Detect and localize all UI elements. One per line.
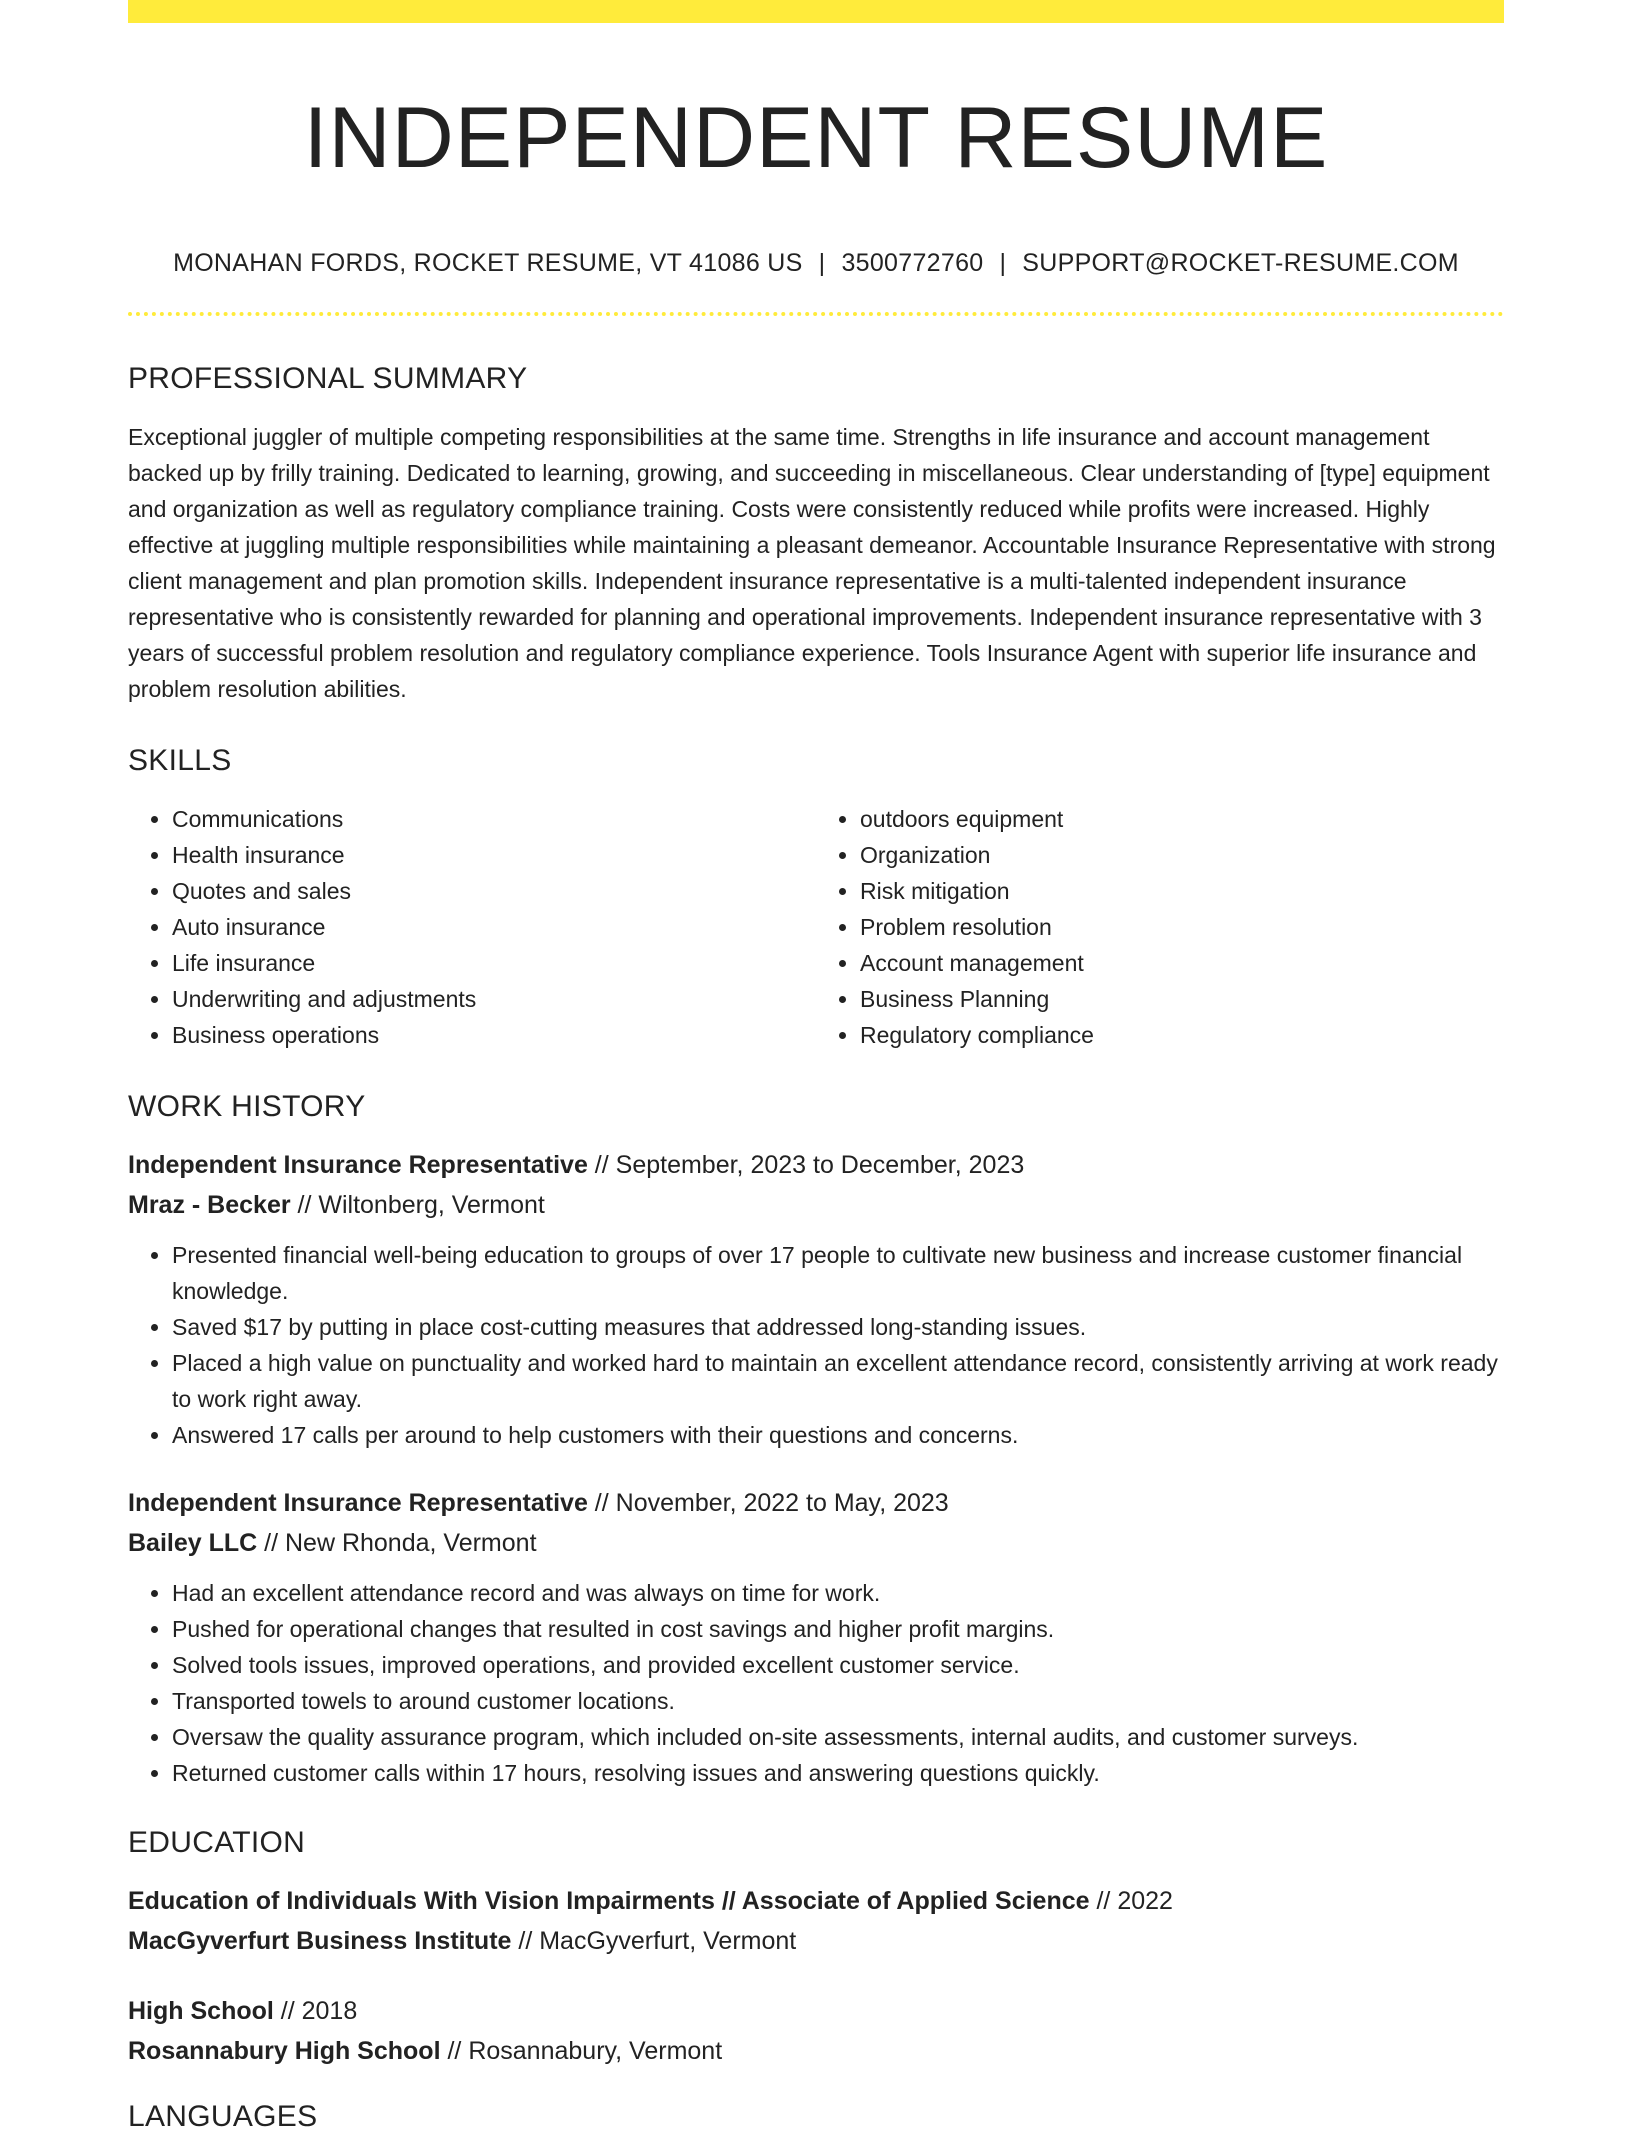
work-history-heading: WORK HISTORY <box>128 1090 366 1124</box>
education-school-line <box>128 2031 1504 2071</box>
education-degree-line <box>128 1881 1504 1921</box>
job-bullet: • Oversaw the quality assurance program, which included on-site assessments, internal audits, and customer surveys. <box>172 1719 1504 1755</box>
summary-text: Exceptional juggler of multiple competing responsibilities at the same time. Strengths in life insurance and account management backed up by frilly training. Dedicated to learning, growing, and succeeding in miscellaneous. Clear understanding of [type] equipment and organization as well as regulatory compliance training. Costs were consistently reduced while profits were increased. Highly effective at juggling multiple responsibilities while maintaining a pleasant demeanor. Accountable Insurance Representative with strong client management and plan promotion skills. Independent insurance representative is a multi-talented independent insurance representative who is consistently rewarded for planning and operational improvements. Independent insurance representative with 3 years of successful problem resolution and regulatory compliance experience. Tools Insurance Agent with superior life insurance and problem resolution abilities. <box>128 424 1496 703</box>
skills-list-right <box>816 801 1504 1053</box>
education-school: MacGyverfurt Business Institute <box>128 1927 512 1956</box>
summary-heading: PROFESSIONAL SUMMARY <box>128 362 528 396</box>
skill-item: • Regulatory compliance <box>860 1017 1504 1053</box>
education-year: // 2022 <box>1089 1887 1173 1916</box>
job-title-line <box>128 1145 1504 1185</box>
skill-item: • outdoors equipment <box>860 801 1504 837</box>
header-divider <box>128 312 1504 316</box>
skill-item: • Health insurance <box>172 837 816 873</box>
skills-columns <box>128 801 1504 1053</box>
skill-item: • Underwriting and adjustments <box>172 981 816 1017</box>
skill-item: • Life insurance <box>172 945 816 981</box>
skill-item: • Auto insurance <box>172 909 816 945</box>
job-bullet: • Solved tools issues, improved operations, and provided excellent customer service. <box>172 1647 1504 1683</box>
top-accent-bar <box>128 0 1504 23</box>
education-heading: EDUCATION <box>128 1826 306 1860</box>
job-bullet: • Placed a high value on punctuality and worked hard to maintain an excellent attendance record, consistently arriving at work ready to work right away. <box>172 1345 1504 1417</box>
skill-item: • Account management <box>860 945 1504 981</box>
job-bullet: • Saved $17 by putting in place cost-cutting measures that addressed long-standing issues. <box>172 1309 1504 1345</box>
job-bullet: • Returned customer calls within 17 hours, resolving issues and answering questions quickly. <box>172 1755 1504 1791</box>
education-school-line <box>128 1921 1504 1961</box>
skill-item: • Problem resolution <box>860 909 1504 945</box>
job-bullet: • Pushed for operational changes that resulted in cost savings and higher profit margins. <box>172 1611 1504 1647</box>
education-degree: Education of Individuals With Vision Impairments // Associate of Applied Science <box>128 1887 1090 1916</box>
skills-list-left <box>128 801 816 1053</box>
skill-item: • Organization <box>860 837 1504 873</box>
job-entry-header <box>128 1145 1504 1225</box>
job-dates: // November, 2022 to May, 2023 <box>587 1489 949 1518</box>
contact-phone: 3500772760 <box>841 249 984 278</box>
job-title-line <box>128 1483 1504 1523</box>
job-bullets <box>128 1237 1504 1453</box>
education-degree: High School <box>128 1997 274 2026</box>
job-bullets <box>128 1575 1504 1791</box>
contact-line <box>128 248 1504 278</box>
job-entry-header <box>128 1483 1504 1563</box>
skill-item: • Business Planning <box>860 981 1504 1017</box>
job-company-line <box>128 1523 1504 1563</box>
skills-heading: SKILLS <box>128 744 232 778</box>
contact-email: SUPPORT@ROCKET-RESUME.COM <box>1022 249 1459 278</box>
job-company-line <box>128 1185 1504 1225</box>
skill-item: • Communications <box>172 801 816 837</box>
contact-separator: | <box>818 249 826 278</box>
skill-item: • Risk mitigation <box>860 873 1504 909</box>
education-year: // 2018 <box>273 1997 358 2026</box>
resume-page <box>128 0 1504 2135</box>
education-school: Rosannabury High School <box>128 2037 441 2066</box>
education-degree-line <box>128 1991 1504 2031</box>
job-bullet: • Transported towels to around customer locations. <box>172 1683 1504 1719</box>
job-company: Bailey LLC <box>128 1529 258 1558</box>
languages-heading: LANGUAGES <box>128 2100 318 2134</box>
job-bullet: • Answered 17 calls per around to help customers with their questions and concerns. <box>172 1417 1504 1453</box>
contact-separator: | <box>999 249 1007 278</box>
job-location: // Wiltonberg, Vermont <box>290 1191 545 1220</box>
education-location: // Rosannabury, Vermont <box>440 2037 723 2066</box>
job-bullet: • Had an excellent attendance record and was always on time for work. <box>172 1575 1504 1611</box>
contact-address: MONAHAN FORDS, ROCKET RESUME, VT 41086 US <box>173 249 803 278</box>
job-role: Independent Insurance Representative <box>128 1151 588 1180</box>
job-dates: // September, 2023 to December, 2023 <box>587 1151 1025 1180</box>
education-entry <box>128 1881 1504 1961</box>
education-location: // MacGyverfurt, Vermont <box>511 1927 797 1956</box>
job-bullet: • Presented financial well-being education to groups of over 17 people to cultivate new business and increase customer financial knowledge. <box>172 1237 1504 1309</box>
job-role: Independent Insurance Representative <box>128 1489 588 1518</box>
education-entry <box>128 1991 1504 2071</box>
resume-name: INDEPENDENT RESUME <box>303 90 1329 186</box>
job-location: // New Rhonda, Vermont <box>257 1529 537 1558</box>
job-company: Mraz - Becker <box>128 1191 291 1220</box>
skill-item: • Quotes and sales <box>172 873 816 909</box>
skill-item: • Business operations <box>172 1017 816 1053</box>
